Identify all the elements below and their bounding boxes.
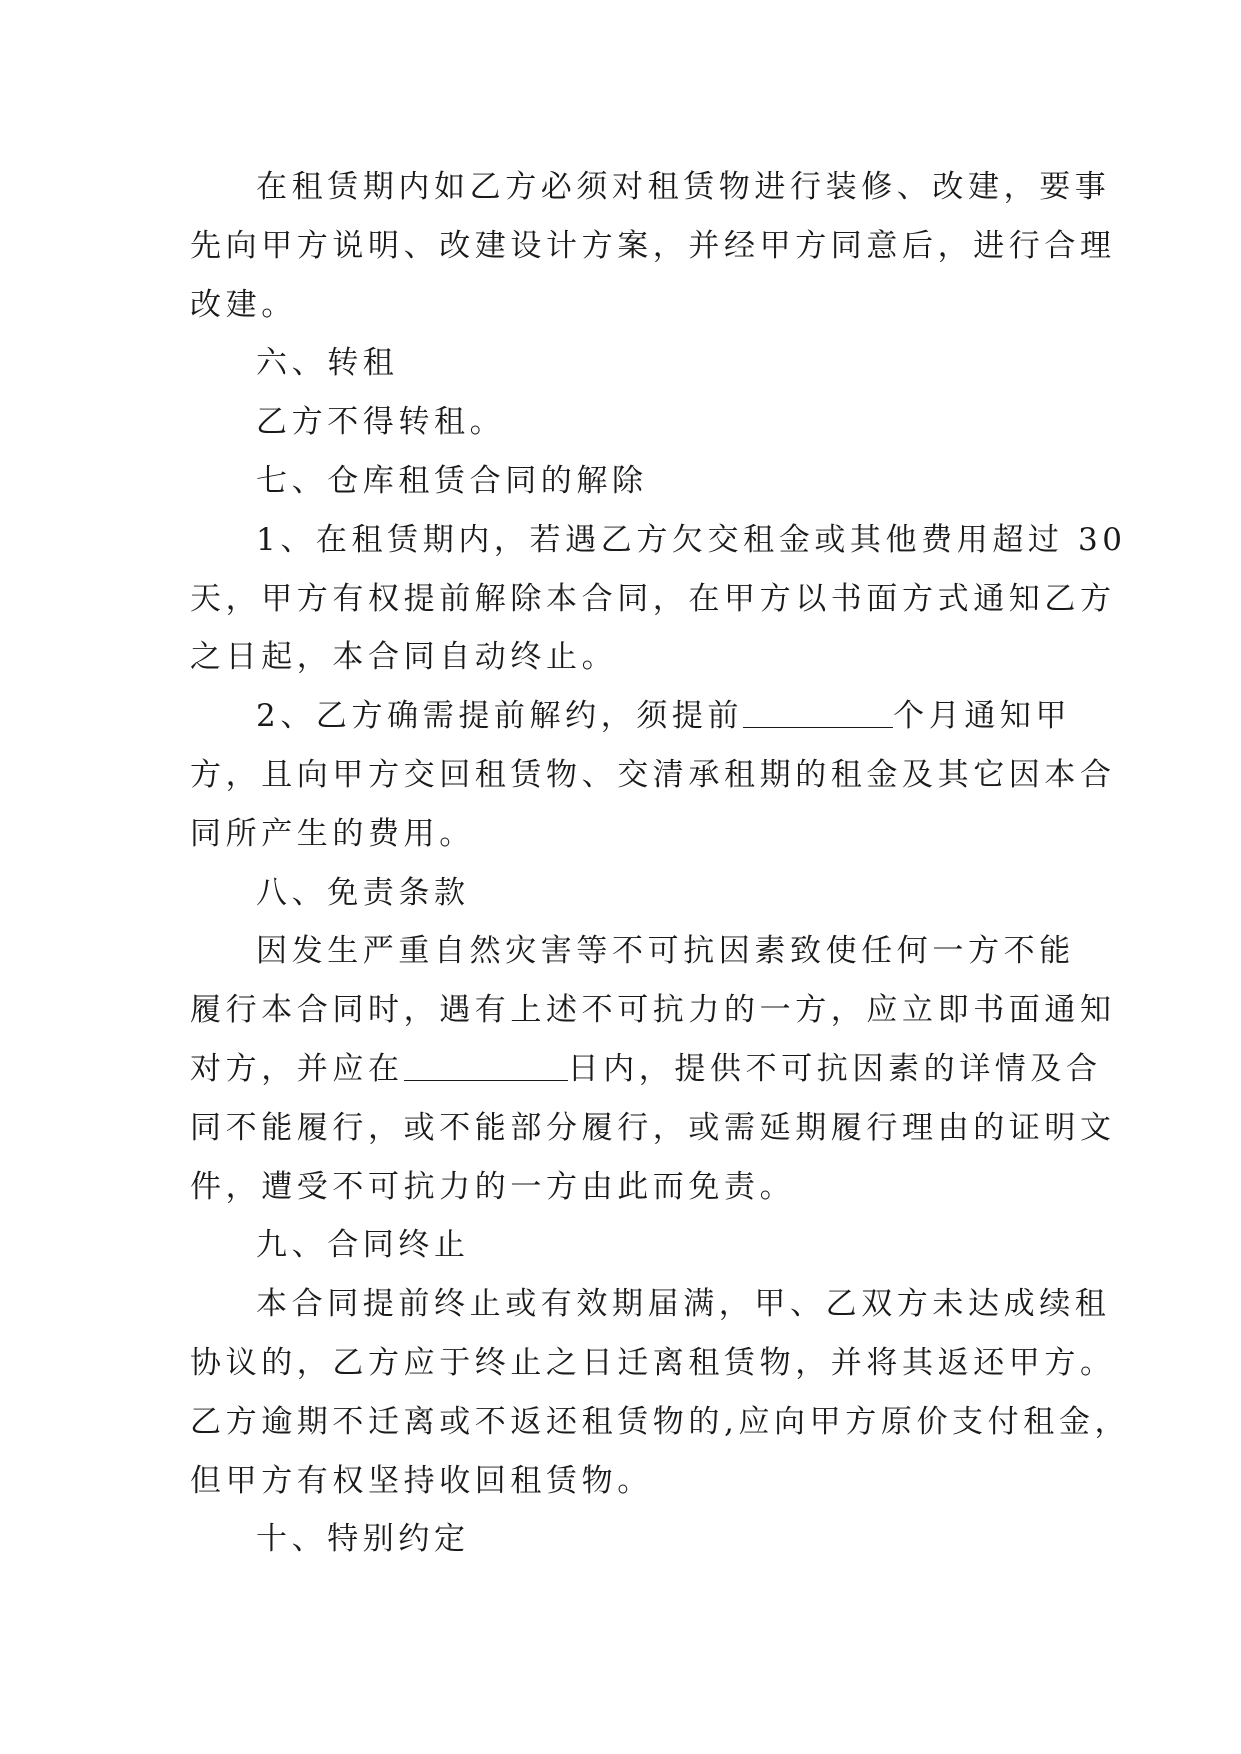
text-line: 天，甲方有权提前解除本合同，在甲方以书面方式通知乙方 — [190, 580, 1116, 617]
text-line-with-blank — [190, 1040, 1102, 1099]
text-line: 履行本合同时，遇有上述不可抗力的一方，应立即书面通知 — [190, 992, 1116, 1029]
text-line: 改建。 — [190, 286, 297, 323]
paragraph-termination-1 — [190, 511, 1127, 687]
text-line: 本合同提前终止或有效期届满，甲、乙双方未达成续租 — [256, 1286, 1111, 1323]
text-line: 因发生严重自然灾害等不可抗因素致使任何一方不能 — [256, 933, 1075, 970]
document-page — [190, 158, 1131, 1569]
text-line: 同不能履行，或不能部分履行，或需延期履行理由的证明文 — [190, 1109, 1116, 1146]
text-line: 1、在租赁期内，若遇乙方欠交租金或其他费用超过 30 — [256, 521, 1127, 558]
section-heading-special-terms: 十、特别约定 — [256, 1521, 470, 1558]
text-line: 协议的，乙方应于终止之日迁离租赁物，并将其返还甲方。 — [190, 1344, 1116, 1381]
fill-in-blank-months[interactable] — [743, 697, 893, 728]
text-segment: 2、乙方确需提前解约，须提前 — [256, 698, 744, 735]
text-segment: 对方，并应在 — [190, 1050, 404, 1087]
text-line: 但甲方有权坚持收回租赁物。 — [190, 1462, 653, 1499]
section-heading-termination: 七、仓库租赁合同的解除 — [256, 462, 648, 499]
section-heading-sublease: 六、转租 — [256, 345, 399, 382]
paragraph-contract-end — [190, 1275, 1131, 1510]
section-heading-force-majeure: 八、免责条款 — [256, 874, 470, 911]
section-heading-contract-end: 九、合同终止 — [256, 1227, 470, 1264]
text-line: 之日起，本合同自动终止。 — [190, 639, 618, 676]
text-line: 同所产生的费用。 — [190, 815, 475, 852]
paragraph-force-majeure — [190, 922, 1116, 1216]
fill-in-blank-days[interactable] — [404, 1050, 568, 1081]
text-line: 方，且向甲方交回租赁物、交清承租期的租金及其它因本合 — [190, 756, 1116, 793]
text-line: 先向甲方说明、改建设计方案，并经甲方同意后，进行合理 — [190, 227, 1116, 264]
text-line: 乙方逾期不迁离或不返还租赁物的,应向甲方原价支付租金， — [190, 1403, 1131, 1440]
paragraph-renovation — [190, 158, 1116, 334]
text-segment: 日内，提供不可抗因素的详情及合 — [567, 1050, 1102, 1087]
paragraph-termination-2 — [190, 687, 1116, 863]
text-line: 在租赁期内如乙方必须对租赁物进行装修、改建，要事 — [256, 169, 1111, 205]
text-line: 件，遭受不可抗力的一方由此而免责。 — [190, 1168, 796, 1205]
paragraph-sublease: 乙方不得转租。 — [256, 404, 506, 441]
text-segment: 个月通知甲 — [893, 698, 1072, 735]
text-line-with-blank — [190, 687, 1072, 746]
